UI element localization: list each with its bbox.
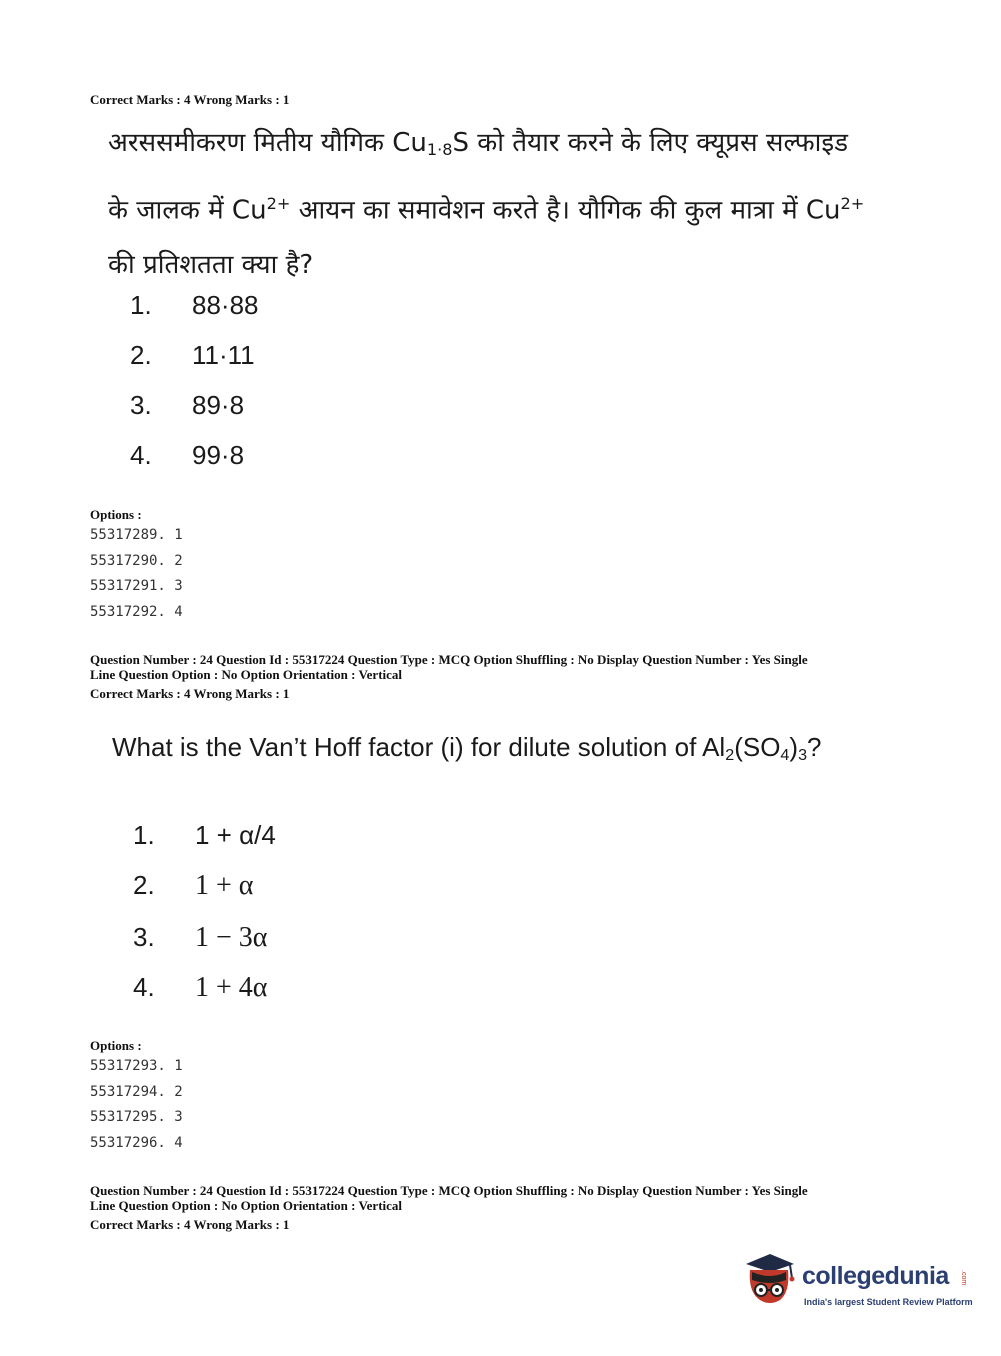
q2-text-part: ? — [807, 732, 822, 762]
choice-number: 2. — [130, 340, 152, 370]
q1-options-label: Options : — [90, 507, 142, 522]
q2-option-id-3: 55317295. 3 — [90, 1109, 183, 1125]
choice-value: 11·11 — [192, 340, 255, 370]
choice-value: 1 + α — [195, 870, 254, 901]
q1-text-part: की प्रतिशतता क्या है? — [108, 249, 314, 280]
q2-text-part: What is the Van’t Hoff factor (i) for dilute solution of Al — [112, 732, 726, 762]
q1-subscript: 1·8 — [426, 140, 453, 160]
choice-value: 99·8 — [192, 440, 245, 470]
q1-option-id-4: 55317292. 4 — [90, 604, 183, 620]
q2-subscript: 3 — [798, 746, 808, 765]
choice-number: 1. — [130, 290, 152, 320]
choice-value: 1 − 3α — [195, 922, 268, 953]
q2-option-id-2: 55317294. 2 — [90, 1084, 183, 1100]
logo-name: collegedunia — [802, 1262, 949, 1290]
q1-text-part: S को तैयार करने के लिए क्यूप्रस सल्फाइड के जालक में Cu — [108, 128, 849, 226]
choice-value: 1 + 4α — [195, 972, 268, 1003]
q1-superscript: 2+ — [266, 194, 291, 214]
mascot-icon — [740, 1250, 798, 1312]
q1-text-part: आयन का समावेशन करते है। यौगिक की कुल मात्रा में Cu — [290, 195, 841, 226]
logo-tagline: India's largest Student Review Platform — [804, 1297, 973, 1307]
q1-question-text — [108, 116, 868, 292]
q3-header — [90, 1183, 920, 1213]
q2-options-label: Options : — [90, 1038, 142, 1053]
q1-text-part: अरससमीकरण मितीय यौगिक Cu — [108, 128, 427, 158]
choice-number: 4. — [133, 972, 155, 1002]
logo-com: .com — [960, 1270, 967, 1286]
q2-question-text — [112, 728, 838, 774]
q2-subscript: 4 — [780, 746, 790, 765]
q1-superscript: 2+ — [840, 194, 865, 214]
q2-header-line: Question Number : 24 Question Id : 55317224 Question Type : MCQ Option Shuffling : No Display Question Number : Yes Single — [90, 652, 808, 667]
q1-option-id-3: 55317291. 3 — [90, 578, 183, 594]
q2-marks: Correct Marks : 4 Wrong Marks : 1 — [90, 686, 290, 701]
q3-header-line: Line Question Option : No Option Orientation : Vertical — [90, 1198, 403, 1213]
q2-text-part: ) — [789, 732, 799, 762]
choice-value: 1 + α/4 — [195, 820, 276, 850]
collegedunia-logo — [740, 1248, 973, 1318]
q2-subscript: 2 — [725, 746, 735, 765]
choice-number: 1. — [133, 820, 155, 850]
choice-number: 3. — [130, 390, 152, 420]
q3-header-line: Question Number : 24 Question Id : 55317224 Question Type : MCQ Option Shuffling : No Display Question Number : Yes Single — [90, 1183, 808, 1198]
choice-value: 89·8 — [192, 390, 245, 420]
q1-option-id-2: 55317290. 2 — [90, 553, 183, 569]
q2-text-part: (SO — [734, 732, 781, 762]
q2-header-line: Line Question Option : No Option Orientation : Vertical — [90, 667, 403, 682]
q2-header — [90, 652, 920, 682]
choice-number: 3. — [133, 922, 155, 952]
choice-number: 4. — [130, 440, 152, 470]
q2-option-id-4: 55317296. 4 — [90, 1135, 183, 1151]
q2-option-id-1: 55317293. 1 — [90, 1058, 183, 1074]
q1-marks: Correct Marks : 4 Wrong Marks : 1 — [90, 92, 290, 107]
q3-marks: Correct Marks : 4 Wrong Marks : 1 — [90, 1217, 290, 1232]
choice-value: 88·88 — [192, 290, 259, 320]
q1-option-id-1: 55317289. 1 — [90, 527, 183, 543]
choice-number: 2. — [133, 870, 155, 900]
